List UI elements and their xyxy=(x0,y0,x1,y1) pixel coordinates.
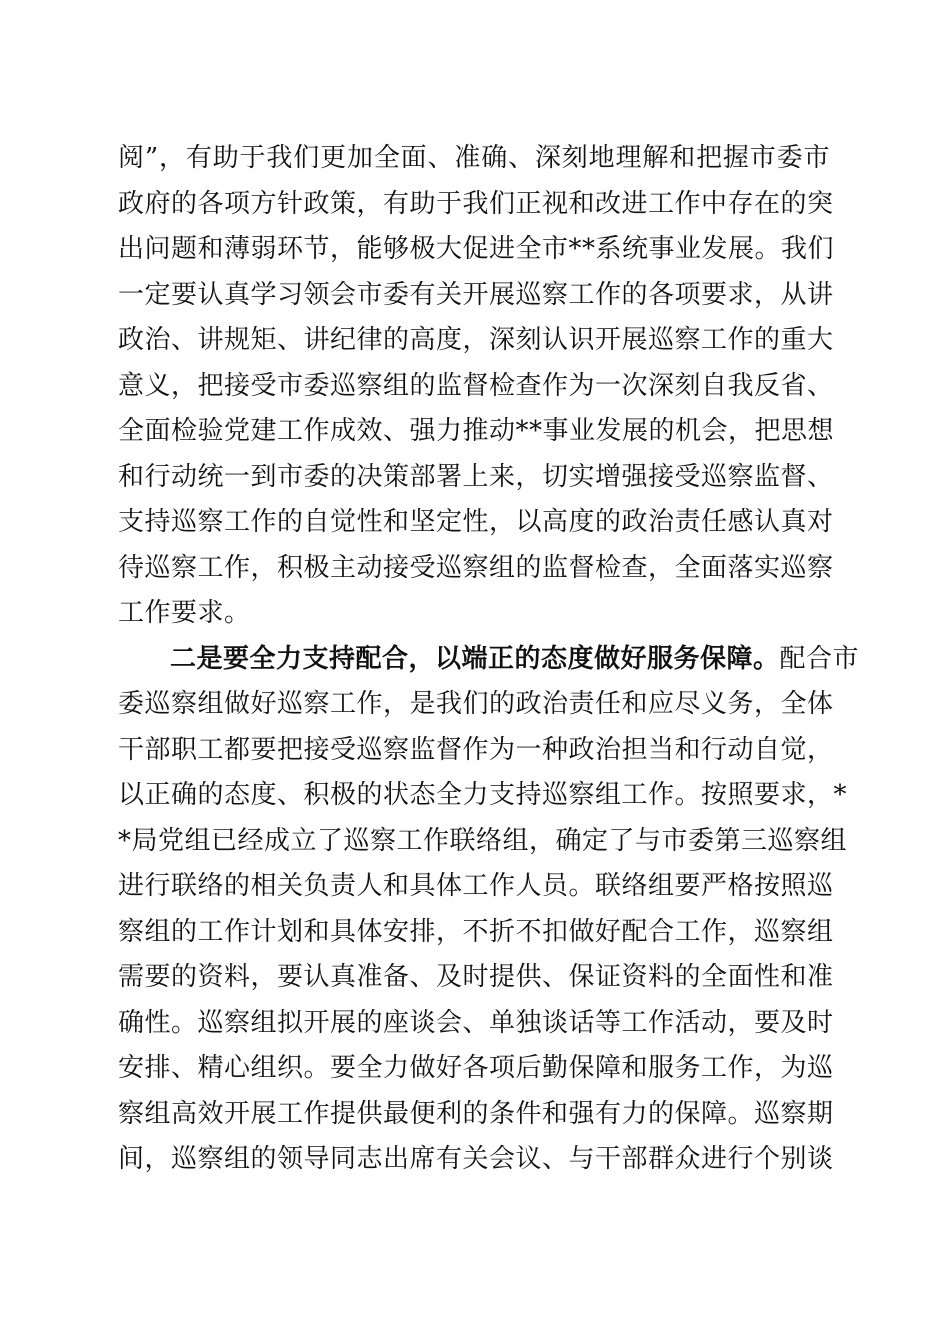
paragraph-line: 工作要求。 xyxy=(118,598,251,628)
paragraph-line: 进行联络的相关负责人和具体工作人员。联络组要严格按照巡 xyxy=(118,871,834,901)
paragraph-1 xyxy=(118,136,835,637)
paragraph-line: 出问题和薄弱环节，能够极大促进全市**系统事业发展。我们 xyxy=(118,234,835,264)
document-body xyxy=(118,136,860,1183)
paragraph-line: 一定要认真学习领会市委有关开展巡察工作的各项要求，从讲 xyxy=(118,279,834,310)
paragraph-2 xyxy=(118,637,860,1183)
paragraph-line: 阅”，有助于我们更加全面、准确、深刻地理解和把握市委市 xyxy=(118,143,830,173)
paragraph-line: 政治、讲规矩、讲纪律的高度，深刻认识开展巡察工作的重大 xyxy=(118,325,834,355)
paragraph-first-line xyxy=(118,637,860,683)
paragraph-line: 政府的各项方针政策，有助于我们正视和改进工作中存在的突 xyxy=(118,188,834,219)
paragraph-line: 干部职工都要把接受巡察监督作为一种政治担当和行动自觉， xyxy=(118,734,834,765)
paragraph-line: 支持巡察工作的自觉性和坚定性，以高度的政治责任感认真对 xyxy=(118,507,834,537)
paragraph-text: 配合市 xyxy=(779,643,860,674)
paragraph-line: 间，巡察组的领导同志出席有关会议、与干部群众进行个别谈 xyxy=(118,1144,834,1174)
section-heading: 二是要全力支持配合，以端正的态度做好服务保障。 xyxy=(170,643,780,674)
paragraph-line: 确性。巡察组拟开展的座谈会、单独谈话等工作活动，要及时 xyxy=(118,1007,834,1038)
paragraph-line: 全面检验党建工作成效、强力推动**事业发展的机会，把思想 xyxy=(118,416,835,446)
paragraph-line: 察组的工作计划和具体安排，不折不扣做好配合工作，巡察组 xyxy=(118,916,834,947)
paragraph-line: 安排、精心组织。要全力做好各项后勤保障和服务工作，为巡 xyxy=(118,1053,834,1083)
paragraph-line: *局党组已经成立了巡察工作联络组，确定了与市委第三巡察组 xyxy=(118,825,848,856)
paragraph-line: 察组高效开展工作提供最便利的条件和强有力的保障。巡察期 xyxy=(118,1098,834,1129)
paragraph-line: 和行动统一到市委的决策部署上来，切实增强接受巡察监督、 xyxy=(118,461,834,492)
paragraph-line: 委巡察组做好巡察工作，是我们的政治责任和应尽义务，全体 xyxy=(118,689,834,719)
paragraph-line: 待巡察工作，积极主动接受巡察组的监督检查，全面落实巡察 xyxy=(118,552,834,583)
paragraph-line: 需要的资料，要认真准备、及时提供、保证资料的全面性和准 xyxy=(118,962,834,992)
paragraph-line: 意义，把接受市委巡察组的监督检查作为一次深刻自我反省、 xyxy=(118,370,834,401)
paragraph-line: 以正确的态度、积极的状态全力支持巡察组工作。按照要求，* xyxy=(118,780,848,810)
